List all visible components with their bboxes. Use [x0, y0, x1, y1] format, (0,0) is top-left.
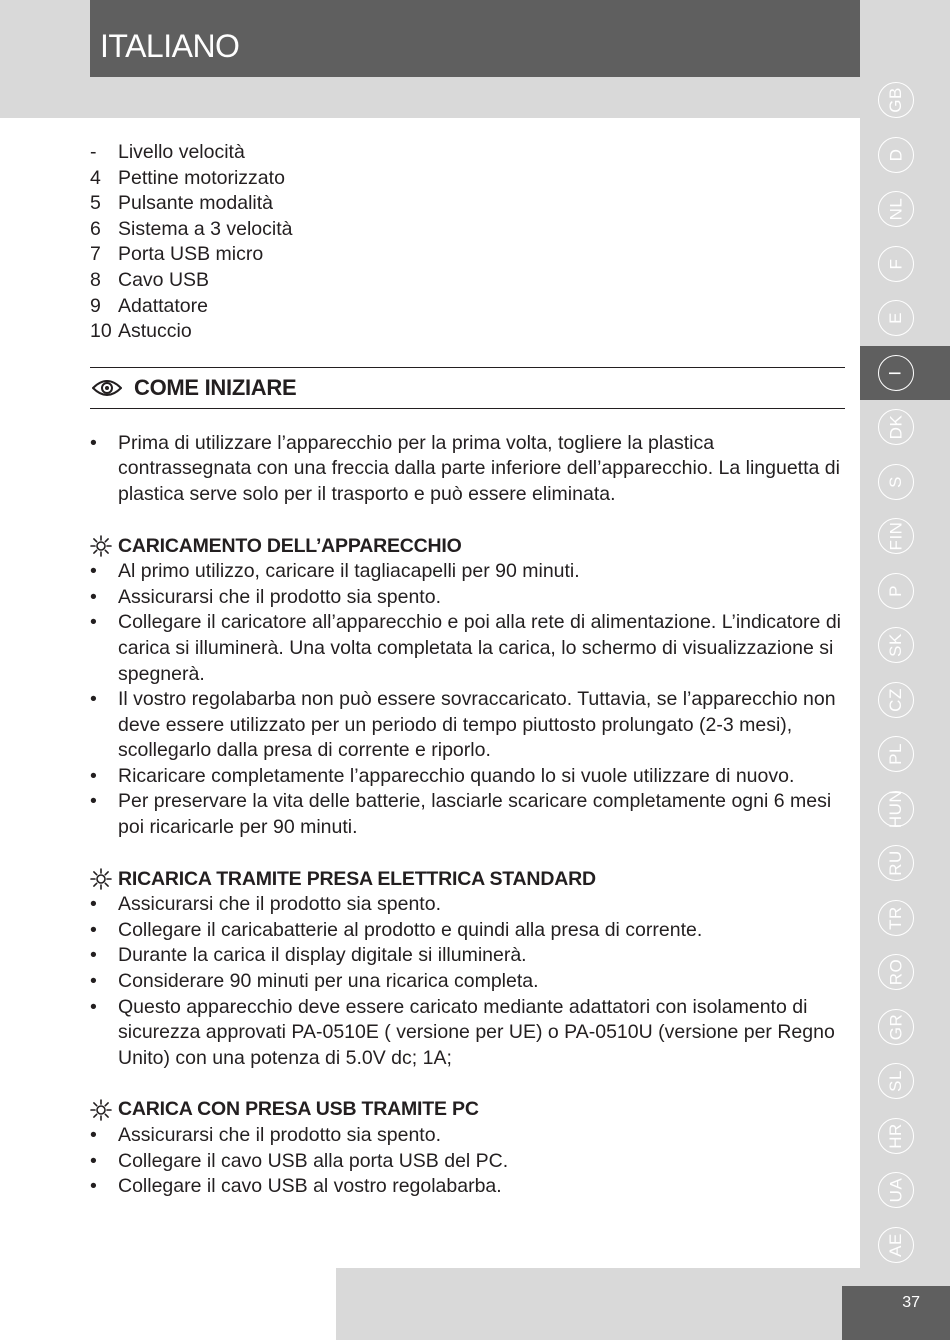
intro-list: [90, 431, 845, 508]
bullet: •: [90, 611, 97, 634]
part-label: Astuccio: [118, 320, 192, 343]
language-badge: [878, 900, 914, 936]
language-tab-tr[interactable]: [860, 891, 950, 946]
bullet: •: [90, 970, 97, 993]
language-tab-hun[interactable]: [860, 782, 950, 837]
language-badge: [878, 82, 914, 118]
language-tab-ro[interactable]: [860, 945, 950, 1000]
language-tab-e[interactable]: [860, 291, 950, 346]
language-code: PL: [885, 743, 905, 766]
language-code: RU: [886, 850, 905, 877]
part-number: 4: [90, 166, 101, 189]
language-code: D: [886, 148, 905, 162]
language-code: FIN: [885, 521, 905, 551]
part-number: 7: [90, 243, 101, 266]
list-item-text: Per preservare la vita delle batterie, lasciarle scaricare completamente ogni 6 mesi poi ricaricarle per 90 minuti.: [118, 790, 832, 839]
sun-icon: [90, 868, 112, 890]
language-tab-dk[interactable]: [860, 400, 950, 455]
list-item-text: Considerare 90 minuti per una ricarica completa.: [118, 970, 539, 993]
list-item: [90, 242, 845, 268]
language-tab-gb[interactable]: [860, 73, 950, 128]
language-code: S: [886, 475, 905, 488]
list-item: [90, 610, 845, 687]
list-item-text: Prima di utilizzare l’apparecchio per la prima volta, togliere la plastica contrassegnata con una freccia dalla parte inferiore dell’apparecchio. La linguetta di plastica serve solo per il trasporto e può essere eliminata.: [118, 431, 840, 505]
language-code: GB: [886, 87, 905, 114]
mains-list: [90, 892, 845, 1071]
part-label: Cavo USB: [118, 268, 210, 291]
page-number: 37: [902, 1294, 920, 1311]
bullet: •: [90, 585, 97, 608]
page-title: ITALIANO: [100, 28, 240, 64]
list-item: [90, 1149, 845, 1175]
list-item-text: Assicurarsi che il prodotto sia spento.: [118, 1124, 441, 1146]
section-title: COME INIZIARE: [134, 374, 297, 400]
list-item: [90, 217, 845, 243]
language-tab-sk[interactable]: [860, 618, 950, 673]
language-tab-ru[interactable]: [860, 836, 950, 891]
part-number: 5: [90, 192, 101, 215]
language-badge: [878, 682, 914, 718]
bullet: •: [90, 560, 97, 583]
part-label: Livello velocità: [118, 141, 245, 163]
language-tab-hr[interactable]: [860, 1109, 950, 1164]
language-badge: [878, 1063, 914, 1099]
usb-title: CARICA CON PRESA USB TRAMITE PC: [118, 1098, 479, 1121]
language-tab-f[interactable]: [860, 237, 950, 292]
list-item: [90, 166, 845, 192]
list-item-text: Collegare il caricabatterie al prodotto e quindi alla presa di corrente.: [118, 918, 703, 941]
charging-heading: [90, 534, 845, 560]
bullet: •: [90, 688, 97, 711]
mains-title: RICARICA TRAMITE PRESA ELETTRICA STANDARD: [118, 867, 596, 890]
language-tab-gr[interactable]: [860, 1000, 950, 1055]
language-tab-cz[interactable]: [860, 673, 950, 728]
language-code: UA: [886, 1177, 905, 1203]
language-badge: [878, 573, 914, 609]
list-item-text: Il vostro regolabarba non può essere sovraccaricato. Tuttavia, se l’apparecchio non deve essere utilizzato per un periodo di tempo piuttosto prolungato (2-3 mesi), scollegarlo dalla presa di corrente e riporlo.: [118, 688, 836, 762]
sun-icon: [90, 1099, 112, 1121]
list-item: [90, 585, 845, 611]
bullet: •: [90, 764, 97, 787]
list-item: [90, 1123, 845, 1149]
list-item-text: Al primo utilizzo, caricare il tagliacapelli per 90 minuti.: [118, 560, 580, 583]
language-code: TR: [885, 905, 905, 930]
parts-list: [90, 140, 845, 345]
language-tab-i[interactable]: [860, 346, 950, 401]
language-code: DK: [886, 414, 905, 440]
list-item: [90, 319, 845, 345]
language-code: CZ: [885, 687, 905, 712]
main-content: [90, 140, 845, 1200]
bullet: •: [90, 995, 97, 1018]
footer-band: [336, 1268, 860, 1340]
bullet: •: [90, 1175, 97, 1198]
language-badge: [878, 627, 914, 663]
part-number: 9: [90, 294, 101, 317]
list-item-text: Assicurarsi che il prodotto sia spento.: [118, 585, 441, 608]
language-code: SL: [885, 1070, 905, 1093]
mains-heading: [90, 867, 845, 893]
part-label: Pulsante modalità: [118, 192, 274, 215]
list-item: [90, 687, 845, 764]
charging-title: CARICAMENTO DELL’APPARECCHIO: [118, 534, 462, 557]
bullet: •: [90, 918, 97, 941]
list-item: [90, 191, 845, 217]
part-number: 6: [90, 217, 101, 240]
part-label: Sistema a 3 velocità: [118, 217, 293, 240]
language-badge: [878, 300, 914, 336]
language-tab-ae[interactable]: [860, 1218, 950, 1273]
language-tab-ua[interactable]: [860, 1163, 950, 1218]
language-code: SK: [886, 633, 905, 658]
language-badge: [878, 137, 914, 173]
list-item: [90, 140, 845, 166]
language-code: NL: [885, 197, 905, 221]
language-badge: [878, 954, 914, 990]
language-tab-s[interactable]: [860, 455, 950, 510]
part-number: -: [90, 141, 97, 163]
header-title-box: [90, 0, 860, 77]
list-item: [90, 764, 845, 790]
language-code: P: [886, 584, 905, 597]
list-item: [90, 268, 845, 294]
language-code: E: [886, 312, 905, 325]
list-item-text: Durante la carica il display digitale si illuminerà.: [118, 944, 527, 967]
list-item: [90, 943, 845, 969]
list-item: [90, 789, 845, 840]
list-item: [90, 559, 845, 585]
bullet: •: [90, 790, 97, 813]
language-badge: [878, 1172, 914, 1208]
list-item: [90, 969, 845, 995]
language-badge: [878, 246, 914, 282]
language-code: I: [885, 370, 905, 376]
language-badge: [878, 845, 914, 881]
list-item-text: Collegare il cavo USB al vostro regolabarba.: [118, 1175, 502, 1198]
charging-list: [90, 559, 845, 841]
language-tab-pl[interactable]: [860, 727, 950, 782]
language-sidebar: [860, 0, 950, 1340]
language-badge: [878, 1009, 914, 1045]
language-badge: [878, 464, 914, 500]
language-code: HUN: [886, 789, 905, 828]
list-item-text: Collegare il cavo USB alla porta USB del PC.: [118, 1149, 509, 1172]
language-badge: [878, 191, 914, 227]
language-code: AE: [886, 1232, 905, 1257]
language-code: GR: [886, 1013, 905, 1040]
eye-icon: [92, 378, 122, 398]
language-tab-nl[interactable]: [860, 182, 950, 237]
bullet: •: [90, 944, 97, 967]
usb-list: [90, 1123, 845, 1200]
bullet: •: [90, 1149, 97, 1172]
list-item: [90, 918, 845, 944]
list-item: [90, 892, 845, 918]
language-tab-list: [860, 73, 950, 1272]
language-badge: [878, 355, 914, 391]
list-item-text: Questo apparecchio deve essere caricato mediante adattatori con isolamento di sicurezza approvati PA-0510E ( versione per UE) o PA-0510U (versione per Regno Unito) con una potenza di 5.0V dc; 1A;: [118, 995, 835, 1069]
bullet: •: [90, 1124, 97, 1146]
language-badge: [878, 736, 914, 772]
bullet: •: [90, 431, 97, 454]
language-tab-sl[interactable]: [860, 1054, 950, 1109]
part-label: Porta USB micro: [118, 243, 264, 266]
list-item-text: Collegare il caricatore all’apparecchio e poi alla rete di alimentazione. L’indicatore di carica si illuminerà. Una volta completata la carica, lo schermo di visualizzazione si spegnerà.: [118, 611, 841, 685]
list-item: [90, 431, 845, 508]
language-badge: [878, 791, 914, 827]
language-code: RO: [886, 959, 905, 986]
part-number: 8: [90, 268, 101, 291]
bullet: •: [90, 893, 97, 916]
language-tab-p[interactable]: [860, 564, 950, 619]
language-badge: [878, 409, 914, 445]
part-label: Adattatore: [118, 294, 208, 317]
language-badge: [878, 1118, 914, 1154]
list-item: [90, 1174, 845, 1200]
language-tab-fin[interactable]: [860, 509, 950, 564]
page-number-box: [842, 1286, 950, 1340]
part-number: 10: [90, 320, 112, 343]
part-label: Pettine motorizzato: [118, 166, 285, 189]
list-item-text: Assicurarsi che il prodotto sia spento.: [118, 893, 441, 916]
language-code: F: [885, 258, 905, 270]
list-item: [90, 294, 845, 320]
language-tab-d[interactable]: [860, 128, 950, 183]
usb-heading: [90, 1097, 845, 1123]
language-code: HR: [886, 1122, 905, 1149]
sun-icon: [90, 535, 112, 557]
section-header: [90, 367, 845, 409]
language-badge: [878, 1227, 914, 1263]
list-item-text: Ricaricare completamente l’apparecchio quando lo si vuole utilizzare di nuovo.: [118, 764, 795, 787]
list-item: [90, 995, 845, 1072]
language-badge: [878, 518, 914, 554]
